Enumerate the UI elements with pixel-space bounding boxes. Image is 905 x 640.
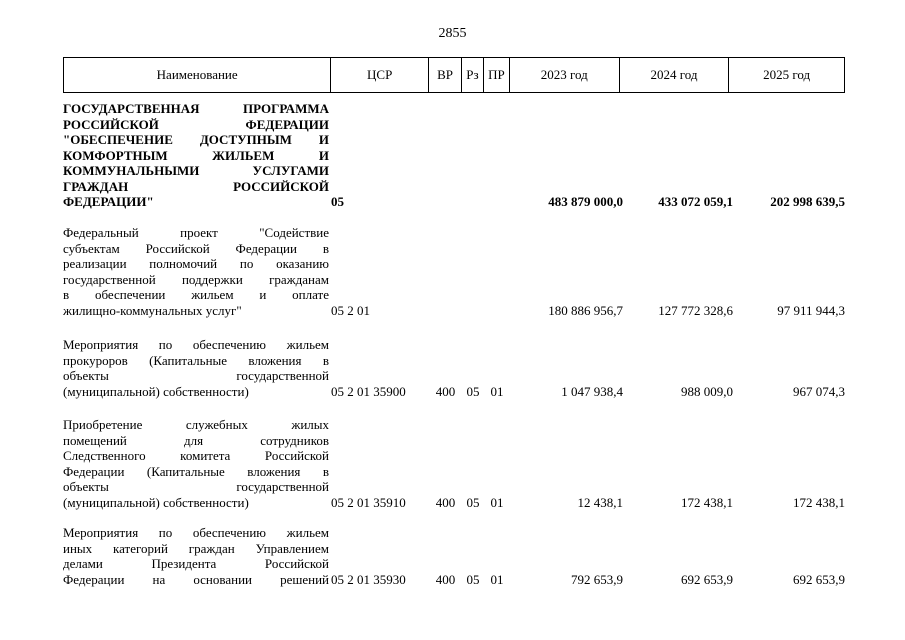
- row-name-line: делами Президента Российской: [63, 556, 329, 571]
- header-pr: ПР: [484, 58, 510, 92]
- row-name-line: субъектам Российской Федерации в: [63, 240, 329, 256]
- row-pr: 01: [490, 383, 504, 399]
- row-name-line: КОММУНАЛЬНЫМИ УСЛУГАМИ: [63, 163, 329, 178]
- header-2025: 2025 год: [763, 67, 811, 82]
- row-name-line: реализации полномочий по оказанию: [63, 256, 329, 271]
- row-name-line: иных категорий граждан Управлением: [63, 540, 329, 556]
- page-number: 2855: [438, 26, 467, 41]
- row-name-line: объекты государственной: [63, 368, 329, 383]
- row-pr: 01: [490, 571, 504, 587]
- row-csr: 05 2 01 35900: [331, 383, 406, 399]
- row-vr: 400: [435, 494, 456, 510]
- table-row: [63, 225, 845, 318]
- header-vr: ВР: [429, 58, 462, 92]
- row-name-line: ГРАЖДАН РОССИЙСКОЙ: [63, 178, 329, 194]
- row-name-line: Федерации (Капитальные вложения в: [63, 463, 329, 479]
- row-name: [63, 225, 329, 318]
- row-2024: 172 438,1: [681, 494, 733, 510]
- row-name-line: государственной поддержки гражданам: [63, 271, 329, 287]
- row-name: [63, 417, 329, 510]
- row-name-line: в обеспечении жильем и оплате: [63, 287, 329, 302]
- row-name-line: ФЕДЕРАЦИИ": [63, 194, 154, 209]
- row-pr: 01: [490, 494, 504, 510]
- row-2024: 127 772 328,6: [658, 302, 733, 318]
- row-name-line: Федеральный проект "Содействие: [63, 225, 329, 240]
- row-name: [63, 525, 329, 587]
- row-2023: 12 438,1: [577, 494, 623, 510]
- row-csr: 05 2 01 35930: [331, 571, 406, 587]
- row-2025: 692 653,9: [793, 571, 845, 587]
- row-2025: 97 911 944,3: [777, 302, 845, 318]
- row-2024: 692 653,9: [681, 571, 733, 587]
- row-2023: 180 886 956,7: [548, 302, 623, 318]
- row-2023: 792 653,9: [571, 571, 623, 587]
- row-vr: 400: [435, 571, 456, 587]
- row-name: [63, 337, 329, 399]
- table-row: [63, 525, 845, 587]
- row-rz: 05: [466, 383, 480, 399]
- row-csr: 05 2 01 35910: [331, 494, 406, 510]
- row-csr: 05: [331, 193, 344, 209]
- row-csr: 05 2 01: [331, 302, 370, 318]
- row-rz: 05: [466, 571, 480, 587]
- row-name-line: (муниципальной) собственности): [63, 494, 249, 510]
- row-2025: 967 074,3: [793, 383, 845, 399]
- row-name-line: Мероприятия по обеспечению жильем: [63, 337, 329, 352]
- header-2024: 2024 год: [620, 58, 730, 92]
- row-name-line: (муниципальной) собственности): [63, 383, 249, 399]
- row-name-line: КОМФОРТНЫМ ЖИЛЬЕМ И: [63, 147, 329, 163]
- row-rz: 05: [466, 494, 480, 510]
- table-row: [63, 417, 845, 510]
- row-name-line: РОССИЙСКОЙ ФЕДЕРАЦИИ: [63, 116, 329, 132]
- row-name-line: объекты государственной: [63, 479, 329, 494]
- row-name-line: прокуроров (Капитальные вложения в: [63, 352, 329, 368]
- row-name-line: Следственного комитета Российской: [63, 448, 329, 463]
- row-name-line: Мероприятия по обеспечению жильем: [63, 525, 329, 540]
- row-name-line: Приобретение служебных жилых: [63, 417, 329, 432]
- row-2024: 988 009,0: [681, 383, 733, 399]
- table-row: [63, 337, 845, 399]
- row-2025: 172 438,1: [793, 494, 845, 510]
- row-2023: 1 047 938,4: [561, 383, 623, 399]
- row-name-line: помещений для сотрудников: [63, 432, 329, 448]
- header-rz: Рз: [462, 58, 484, 92]
- row-name: [63, 101, 329, 210]
- row-2024: 433 072 059,1: [658, 193, 733, 209]
- row-2023: 483 879 000,0: [548, 193, 623, 209]
- table-row: [63, 101, 845, 209]
- row-name-line: "ОБЕСПЕЧЕНИЕ ДОСТУПНЫМ И: [63, 132, 329, 147]
- header-2023: 2023 год: [510, 58, 620, 92]
- row-name-line: жилищно-коммунальных услуг": [63, 302, 242, 318]
- row-name-line: ГОСУДАРСТВЕННАЯ ПРОГРАММА: [63, 101, 329, 116]
- header-name: Наименование: [64, 58, 331, 92]
- row-vr: 400: [435, 383, 456, 399]
- row-2025: 202 998 639,5: [770, 193, 845, 209]
- row-name-line: Федерации на основании решений: [63, 571, 329, 587]
- header-csr: ЦСР: [331, 58, 429, 92]
- table-header: [63, 57, 845, 93]
